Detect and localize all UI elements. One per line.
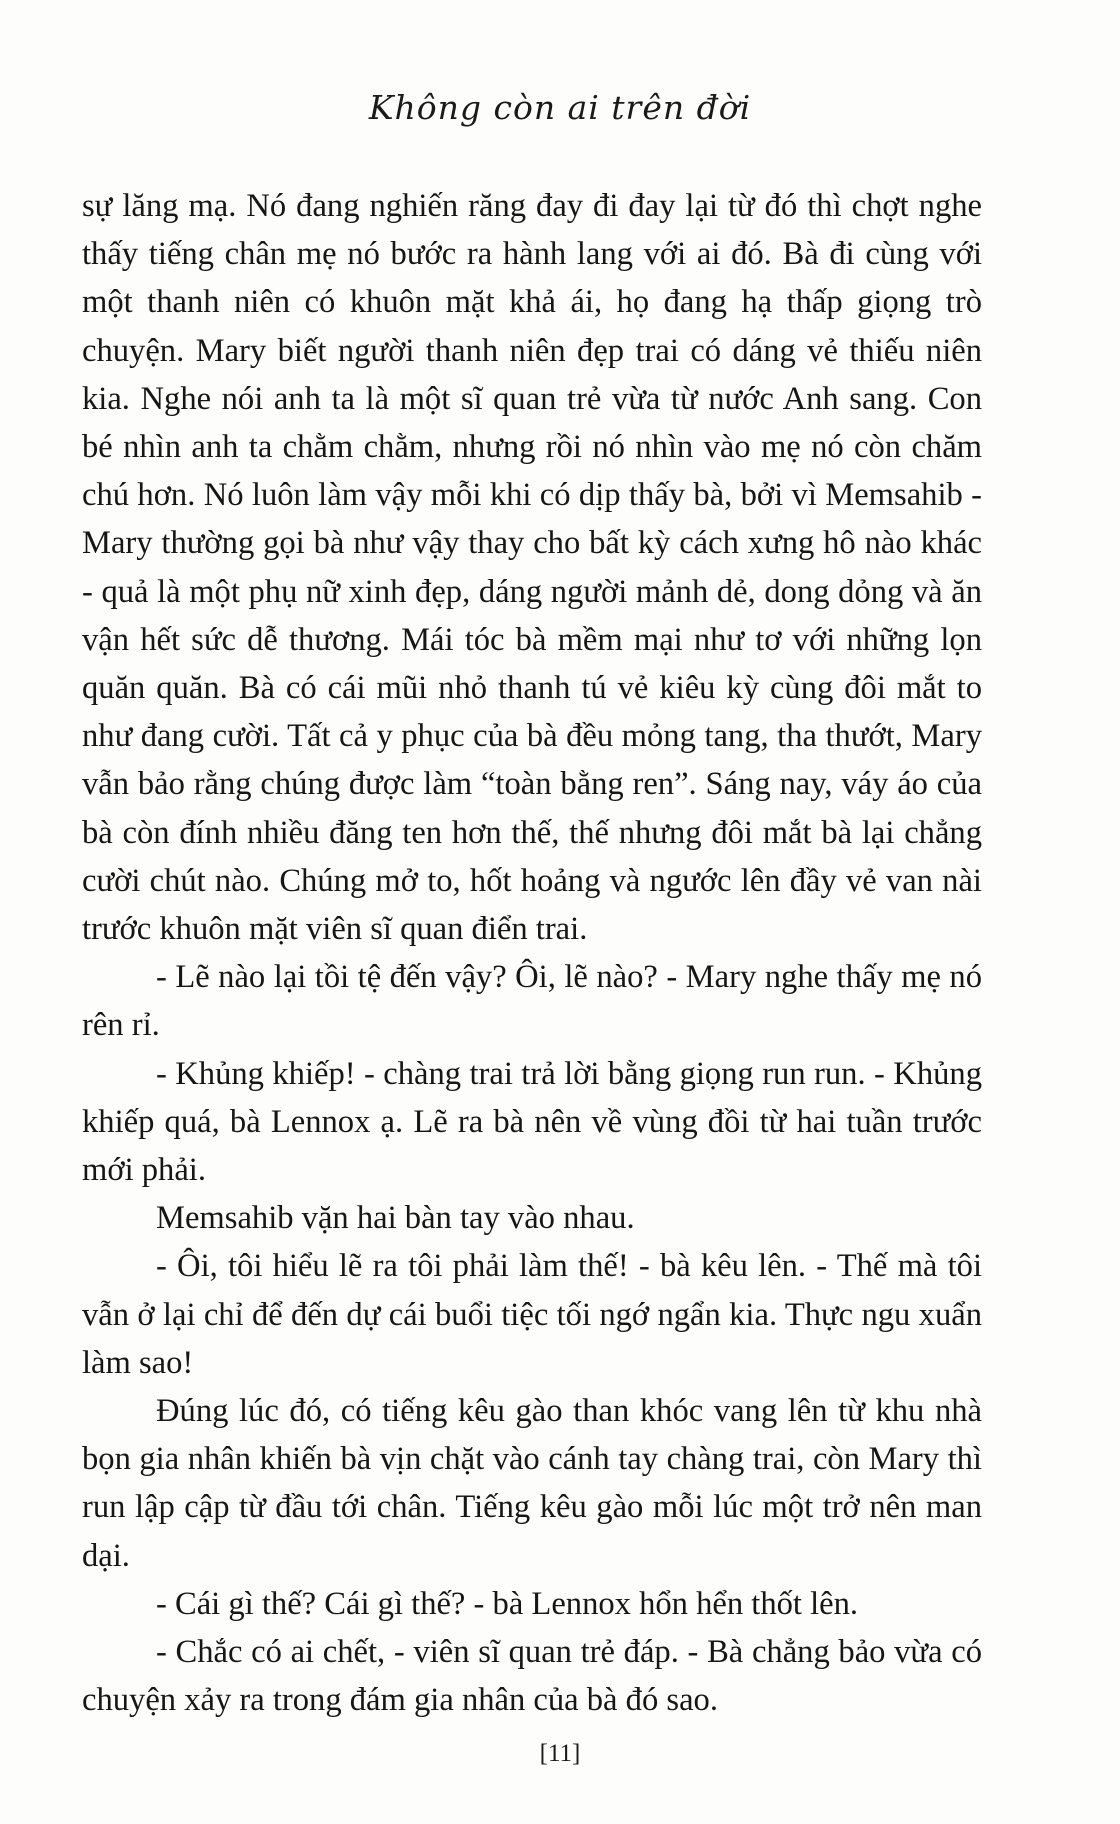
paragraph-5: - Ôi, tôi hiểu lẽ ra tôi phải làm thế! - bà kêu lên. - Thế mà tôi vẫn ở lại chỉ để đến dự cái buổi tiệc tối ngớ ngẩn kia. Thực ngu xuẩn làm sao!: [82, 1248, 982, 1381]
running-title: Không còn ai trên đời: [368, 88, 752, 127]
paragraph-7: - Cái gì thế? Cái gì thế? - bà Lennox hổn hển thốt lên.: [156, 1585, 859, 1622]
paragraph-2: - Lẽ nào lại tồi tệ đến vậy? Ôi, lẽ nào? - Mary nghe thấy mẹ nó rên rỉ.: [82, 959, 982, 1044]
paragraph-1: sự lăng mạ. Nó đang nghiến răng đay đi đay lại từ đó thì chợt nghe thấy tiếng chân mẹ nó bước ra hành lang với ai đó. Bà đi cùng với một thanh niên có khuôn mặt khả ái, họ đang hạ thấp giọng trò chuyện. Mary biết người thanh niên đẹp trai có dáng vẻ thiếu niên kia. Nghe nói anh ta là một sĩ quan trẻ vừa từ nước Anh sang. Con bé nhìn anh ta chằm chằm, nhưng rồi nó nhìn vào mẹ nó còn chăm chú hơn. Nó luôn làm vậy mỗi khi có dịp thấy bà, bởi vì Memsahib - Mary thường gọi bà như vậy thay cho bất kỳ cách xưng hô nào khác - quả là một phụ nữ xinh đẹp, dáng người mảnh dẻ, dong dỏng và ăn vận hết sức dễ thương. Mái tóc bà mềm mại như tơ với những lọn quăn quăn. Bà có cái mũi nhỏ thanh tú vẻ kiêu kỳ cùng đôi mắt to như đang cười. Tất cả y phục của bà đều mỏng tang, tha thướt, Mary vẫn bảo rằng chúng được làm “toàn bằng ren”. Sáng nay, váy áo của bà còn đính nhiều đăng ten hơn thế, thế nhưng đôi mắt bà lại chẳng cười chút nào. Chúng mở to, hốt hoảng và ngước lên đầy vẻ van nài trước khuôn mặt viên sĩ quan điển trai.: [82, 188, 982, 948]
paragraph-3: - Khủng khiếp! - chàng trai trả lời bằng giọng run run. - Khủng khiếp quá, bà Lennox ạ. Lẽ ra bà nên về vùng đồi từ hai tuần trước mới phải.: [82, 1055, 982, 1189]
paragraph-4: Memsahib vặn hai bàn tay vào nhau.: [156, 1200, 635, 1237]
page-number: [11]: [539, 1740, 581, 1767]
body-text: [82, 182, 982, 1725]
paragraph-6: Đúng lúc đó, có tiếng kêu gào than khóc vang lên từ khu nhà bọn gia nhân khiến bà vịn chặt vào cánh tay chàng trai, còn Mary thì run lập cập từ đầu tới chân. Tiếng kêu gào mỗi lúc một trở nên man dại.: [82, 1393, 982, 1574]
paragraph-8: - Chắc có ai chết, - viên sĩ quan trẻ đáp. - Bà chẳng bảo vừa có chuyện xảy ra trong đám gia nhân của bà đó sao.: [82, 1634, 982, 1719]
